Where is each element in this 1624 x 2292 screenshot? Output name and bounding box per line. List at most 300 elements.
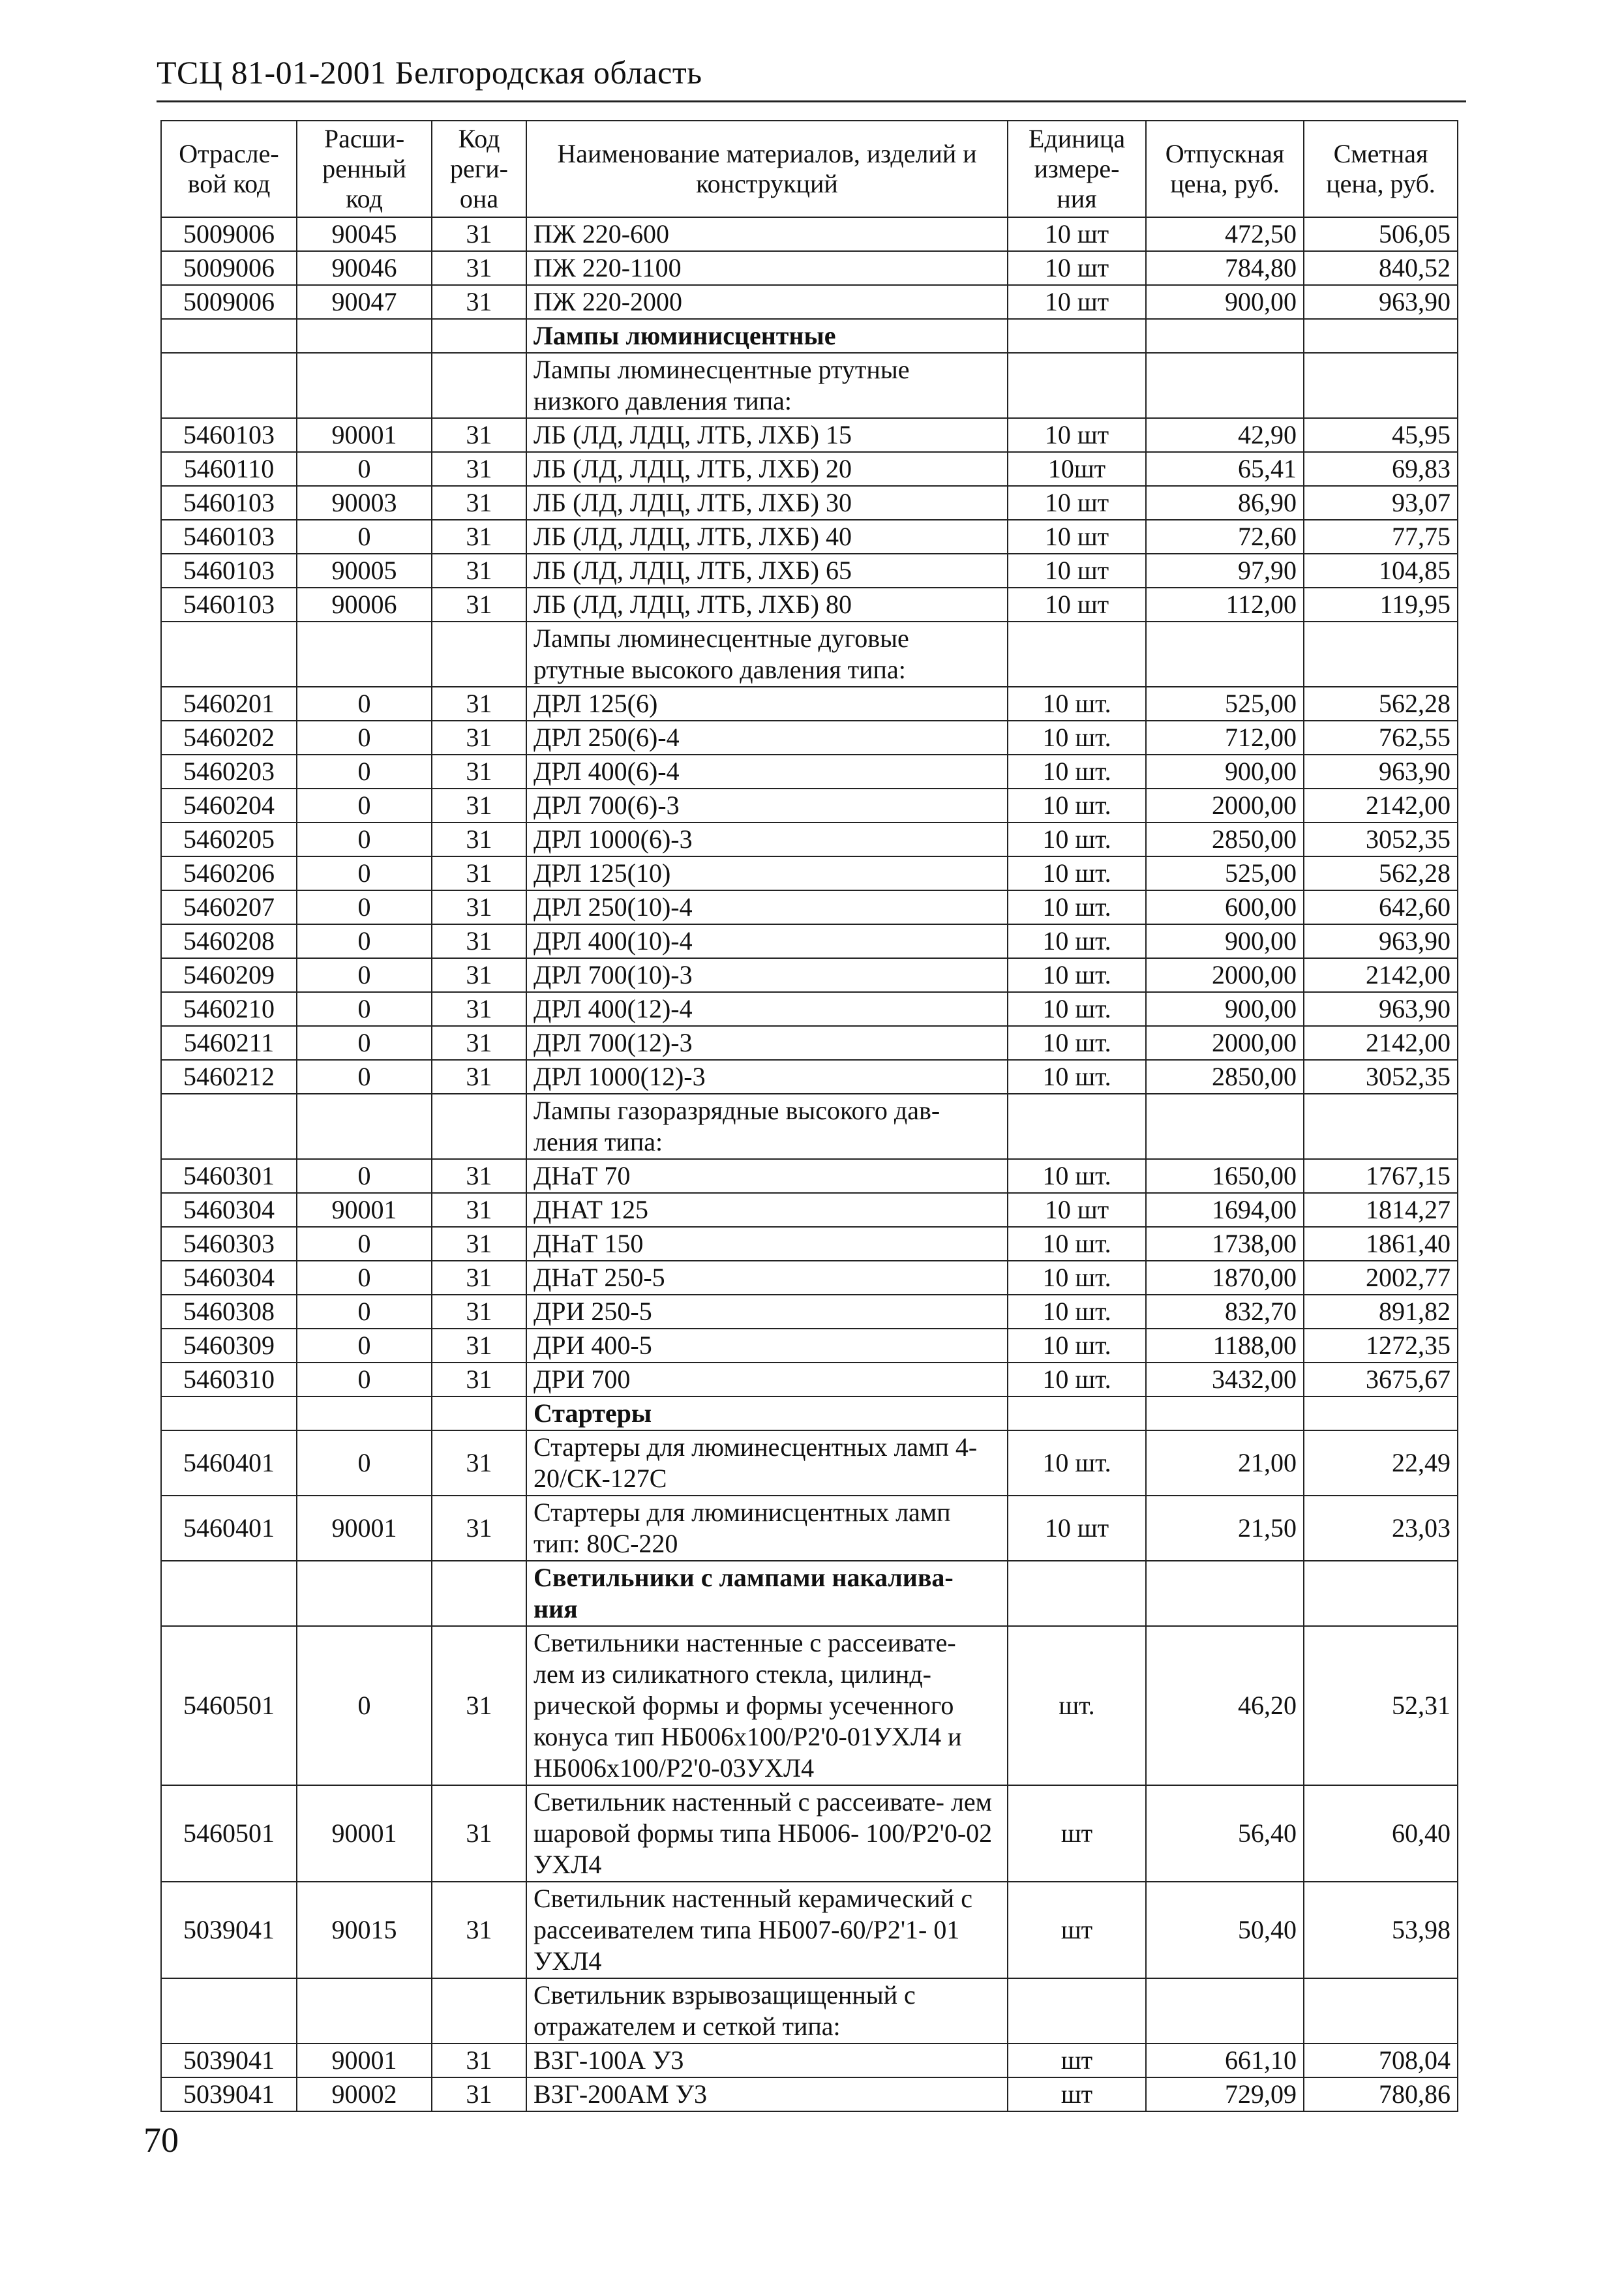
region-code-cell: 31	[432, 856, 526, 890]
region-code-cell: 31	[432, 687, 526, 721]
branch-code-cell: 5460303	[161, 1227, 297, 1261]
region-code-cell: 31	[432, 1060, 526, 1094]
name-cell: Стартеры для люминисцентных ламп тип: 80С-220	[526, 1496, 1008, 1561]
name-cell: ДРЛ 1000(12)-3	[526, 1060, 1008, 1094]
release-price-cell	[1146, 622, 1304, 687]
estimate-price-cell: 2142,00	[1304, 789, 1458, 822]
unit-cell: 10 шт.	[1008, 822, 1146, 856]
branch-code-cell: 5039041	[161, 2043, 297, 2077]
table-row	[161, 924, 1458, 958]
region-code-cell: 31	[432, 2077, 526, 2111]
branch-code-cell: 5460103	[161, 418, 297, 452]
table-row	[161, 856, 1458, 890]
region-code-cell: 31	[432, 2043, 526, 2077]
extended-code-cell: 0	[297, 1329, 432, 1363]
region-code-cell	[432, 353, 526, 418]
region-code-cell: 31	[432, 755, 526, 789]
release-price-cell: 472,50	[1146, 217, 1304, 251]
branch-code-cell: 5460103	[161, 588, 297, 622]
branch-code-cell: 5460202	[161, 721, 297, 755]
extended-code-cell: 90001	[297, 2043, 432, 2077]
extended-code-cell: 0	[297, 1295, 432, 1329]
table-body	[161, 217, 1458, 2111]
name-cell: Лампы газоразрядные высокого дав- ления типа:	[526, 1094, 1008, 1159]
name-cell: ДНаТ 70	[526, 1159, 1008, 1193]
branch-code-cell: 5460301	[161, 1159, 297, 1193]
release-price-cell: 832,70	[1146, 1295, 1304, 1329]
extended-code-cell	[297, 1978, 432, 2043]
region-code-cell: 31	[432, 1626, 526, 1785]
name-cell: ДРИ 400-5	[526, 1329, 1008, 1363]
release-price-cell	[1146, 1561, 1304, 1626]
unit-cell: 10шт	[1008, 452, 1146, 486]
table-row	[161, 687, 1458, 721]
table-row	[161, 1261, 1458, 1295]
unit-cell: 10 шт.	[1008, 755, 1146, 789]
unit-cell: 10 шт.	[1008, 1159, 1146, 1193]
name-cell: ПЖ 220-1100	[526, 251, 1008, 285]
estimate-price-cell	[1304, 1094, 1458, 1159]
branch-code-cell: 5009006	[161, 217, 297, 251]
branch-code-cell: 5460501	[161, 1785, 297, 1882]
estimate-price-cell: 77,75	[1304, 520, 1458, 554]
table-row	[161, 822, 1458, 856]
name-cell: ДРЛ 700(12)-3	[526, 1026, 1008, 1060]
unit-cell: шт.	[1008, 1626, 1146, 1785]
branch-code-cell: 5460103	[161, 520, 297, 554]
unit-cell: 10 шт	[1008, 1496, 1146, 1561]
table-row	[161, 1978, 1458, 2043]
release-price-cell: 2000,00	[1146, 1026, 1304, 1060]
name-cell: ДРЛ 700(10)-3	[526, 958, 1008, 992]
unit-cell: 10 шт	[1008, 520, 1146, 554]
name-cell: ДНаТ 150	[526, 1227, 1008, 1261]
extended-code-cell: 90002	[297, 2077, 432, 2111]
branch-code-cell	[161, 353, 297, 418]
extended-code-cell: 90045	[297, 217, 432, 251]
release-price-cell: 900,00	[1146, 924, 1304, 958]
unit-cell: 10 шт.	[1008, 1026, 1146, 1060]
col-header-branch-code: Отрасле- вой код	[161, 121, 297, 217]
table-row	[161, 2043, 1458, 2077]
extended-code-cell: 90005	[297, 554, 432, 588]
name-cell: ДНаТ 250-5	[526, 1261, 1008, 1295]
extended-code-cell: 0	[297, 1060, 432, 1094]
branch-code-cell: 5460207	[161, 890, 297, 924]
region-code-cell: 31	[432, 285, 526, 319]
extended-code-cell	[297, 1396, 432, 1430]
extended-code-cell: 90006	[297, 588, 432, 622]
region-code-cell: 31	[432, 486, 526, 520]
estimate-price-cell: 104,85	[1304, 554, 1458, 588]
table-row	[161, 721, 1458, 755]
extended-code-cell: 0	[297, 1430, 432, 1496]
extended-code-cell: 90047	[297, 285, 432, 319]
name-cell: ДРЛ 1000(6)-3	[526, 822, 1008, 856]
branch-code-cell: 5009006	[161, 285, 297, 319]
name-cell: ЛБ (ЛД, ЛДЦ, ЛТБ, ЛХБ) 80	[526, 588, 1008, 622]
estimate-price-cell: 506,05	[1304, 217, 1458, 251]
unit-cell	[1008, 319, 1146, 353]
release-price-cell: 729,09	[1146, 2077, 1304, 2111]
release-price-cell: 1694,00	[1146, 1193, 1304, 1227]
estimate-price-cell: 963,90	[1304, 992, 1458, 1026]
release-price-cell: 86,90	[1146, 486, 1304, 520]
unit-cell: 10 шт.	[1008, 721, 1146, 755]
unit-cell: 10 шт.	[1008, 1329, 1146, 1363]
table-row	[161, 486, 1458, 520]
unit-cell: 10 шт	[1008, 486, 1146, 520]
unit-cell: 10 шт.	[1008, 1227, 1146, 1261]
region-code-cell: 31	[432, 1430, 526, 1496]
release-price-cell: 1870,00	[1146, 1261, 1304, 1295]
region-code-cell: 31	[432, 1295, 526, 1329]
unit-cell: 10 шт.	[1008, 958, 1146, 992]
estimate-price-cell: 1861,40	[1304, 1227, 1458, 1261]
branch-code-cell: 5460103	[161, 554, 297, 588]
release-price-cell	[1146, 1094, 1304, 1159]
extended-code-cell: 0	[297, 789, 432, 822]
branch-code-cell: 5460203	[161, 755, 297, 789]
table-row	[161, 285, 1458, 319]
release-price-cell: 21,50	[1146, 1496, 1304, 1561]
release-price-cell: 2850,00	[1146, 822, 1304, 856]
release-price-cell	[1146, 319, 1304, 353]
estimate-price-cell	[1304, 622, 1458, 687]
branch-code-cell: 5460208	[161, 924, 297, 958]
region-code-cell	[432, 1561, 526, 1626]
estimate-price-cell: 60,40	[1304, 1785, 1458, 1882]
estimate-price-cell: 963,90	[1304, 755, 1458, 789]
name-cell: ВЗГ-100А У3	[526, 2043, 1008, 2077]
table-row	[161, 520, 1458, 554]
unit-cell: 10 шт.	[1008, 789, 1146, 822]
unit-cell: шт	[1008, 2077, 1146, 2111]
extended-code-cell	[297, 1094, 432, 1159]
table-row	[161, 1159, 1458, 1193]
release-price-cell	[1146, 1978, 1304, 2043]
name-cell: ДРЛ 700(6)-3	[526, 789, 1008, 822]
table-row	[161, 2077, 1458, 2111]
branch-code-cell: 5460201	[161, 687, 297, 721]
release-price-cell: 2850,00	[1146, 1060, 1304, 1094]
table-row	[161, 1094, 1458, 1159]
extended-code-cell: 90001	[297, 1785, 432, 1882]
region-code-cell: 31	[432, 1363, 526, 1396]
branch-code-cell: 5039041	[161, 1882, 297, 1978]
estimate-price-cell: 69,83	[1304, 452, 1458, 486]
release-price-cell: 21,00	[1146, 1430, 1304, 1496]
col-header-name: Наименование материалов, изделий и конструкций	[526, 121, 1008, 217]
branch-code-cell	[161, 1094, 297, 1159]
name-cell: Светильник настенный керамический с рассеивателем типа НБ007-60/Р2'1- 01 УХЛ4	[526, 1882, 1008, 1978]
estimate-price-cell: 2142,00	[1304, 1026, 1458, 1060]
branch-code-cell	[161, 622, 297, 687]
estimate-price-cell: 3675,67	[1304, 1363, 1458, 1396]
region-code-cell: 31	[432, 520, 526, 554]
name-cell: ЛБ (ЛД, ЛДЦ, ЛТБ, ЛХБ) 20	[526, 452, 1008, 486]
col-header-unit: Единица измере- ния	[1008, 121, 1146, 217]
unit-cell: 10 шт	[1008, 418, 1146, 452]
release-price-cell: 72,60	[1146, 520, 1304, 554]
release-price-cell: 112,00	[1146, 588, 1304, 622]
release-price-cell: 65,41	[1146, 452, 1304, 486]
release-price-cell: 661,10	[1146, 2043, 1304, 2077]
extended-code-cell	[297, 319, 432, 353]
name-cell: Стартеры для люминесцентных ламп 4-20/СК-127С	[526, 1430, 1008, 1496]
unit-cell: 10 шт.	[1008, 890, 1146, 924]
branch-code-cell: 5460310	[161, 1363, 297, 1396]
release-price-cell	[1146, 353, 1304, 418]
table-row	[161, 217, 1458, 251]
release-price-cell: 2000,00	[1146, 958, 1304, 992]
extended-code-cell: 90001	[297, 1496, 432, 1561]
branch-code-cell: 5460204	[161, 789, 297, 822]
region-code-cell: 31	[432, 1261, 526, 1295]
name-cell: ДРЛ 125(10)	[526, 856, 1008, 890]
unit-cell	[1008, 1561, 1146, 1626]
extended-code-cell: 0	[297, 958, 432, 992]
release-price-cell: 900,00	[1146, 755, 1304, 789]
table-row	[161, 319, 1458, 353]
table-row	[161, 958, 1458, 992]
extended-code-cell: 0	[297, 1227, 432, 1261]
branch-code-cell: 5460206	[161, 856, 297, 890]
branch-code-cell: 5009006	[161, 251, 297, 285]
name-cell: Лампы люминесцентные дуговые ртутные высокого давления типа:	[526, 622, 1008, 687]
region-code-cell: 31	[432, 1159, 526, 1193]
unit-cell: 10 шт	[1008, 1193, 1146, 1227]
branch-code-cell: 5460209	[161, 958, 297, 992]
unit-cell: 10 шт.	[1008, 687, 1146, 721]
release-price-cell: 525,00	[1146, 856, 1304, 890]
release-price-cell: 900,00	[1146, 992, 1304, 1026]
unit-cell	[1008, 1978, 1146, 2043]
branch-code-cell: 5460401	[161, 1496, 297, 1561]
region-code-cell: 31	[432, 890, 526, 924]
price-table-container	[160, 120, 1457, 2112]
extended-code-cell	[297, 622, 432, 687]
table-row	[161, 452, 1458, 486]
region-code-cell: 31	[432, 217, 526, 251]
name-cell: ЛБ (ЛД, ЛДЦ, ЛТБ, ЛХБ) 40	[526, 520, 1008, 554]
region-code-cell: 31	[432, 924, 526, 958]
unit-cell	[1008, 1094, 1146, 1159]
region-code-cell	[432, 622, 526, 687]
estimate-price-cell	[1304, 1978, 1458, 2043]
unit-cell: 10 шт.	[1008, 856, 1146, 890]
unit-cell: 10 шт.	[1008, 1060, 1146, 1094]
estimate-price-cell: 22,49	[1304, 1430, 1458, 1496]
release-price-cell: 3432,00	[1146, 1363, 1304, 1396]
page-number: 70	[143, 2120, 179, 2160]
name-cell: ДНАТ 125	[526, 1193, 1008, 1227]
extended-code-cell: 0	[297, 1363, 432, 1396]
table-row	[161, 622, 1458, 687]
estimate-price-cell: 562,28	[1304, 687, 1458, 721]
estimate-price-cell: 2142,00	[1304, 958, 1458, 992]
name-cell: ДРЛ 400(6)-4	[526, 755, 1008, 789]
branch-code-cell	[161, 319, 297, 353]
table-row	[161, 1396, 1458, 1430]
branch-code-cell: 5460211	[161, 1026, 297, 1060]
region-code-cell: 31	[432, 1785, 526, 1882]
branch-code-cell: 5460210	[161, 992, 297, 1026]
extended-code-cell: 90001	[297, 418, 432, 452]
extended-code-cell: 0	[297, 856, 432, 890]
branch-code-cell	[161, 1396, 297, 1430]
table-row	[161, 1882, 1458, 1978]
name-cell: ДРЛ 250(6)-4	[526, 721, 1008, 755]
extended-code-cell: 0	[297, 992, 432, 1026]
unit-cell: 10 шт.	[1008, 992, 1146, 1026]
unit-cell: 10 шт.	[1008, 1295, 1146, 1329]
col-header-region-code: Код реги- она	[432, 121, 526, 217]
estimate-price-cell: 93,07	[1304, 486, 1458, 520]
branch-code-cell: 5460110	[161, 452, 297, 486]
release-price-cell: 1738,00	[1146, 1227, 1304, 1261]
table-row	[161, 1561, 1458, 1626]
estimate-price-cell	[1304, 1561, 1458, 1626]
table-row	[161, 1363, 1458, 1396]
name-cell: ПЖ 220-2000	[526, 285, 1008, 319]
unit-cell: 10 шт.	[1008, 1363, 1146, 1396]
table-row	[161, 1785, 1458, 1882]
region-code-cell: 31	[432, 1026, 526, 1060]
name-cell: Светильники с лампами накалива- ния	[526, 1561, 1008, 1626]
estimate-price-cell: 3052,35	[1304, 1060, 1458, 1094]
branch-code-cell: 5460308	[161, 1295, 297, 1329]
name-cell: ДРЛ 125(6)	[526, 687, 1008, 721]
branch-code-cell	[161, 1978, 297, 2043]
col-header-release-price: Отпускная цена, руб.	[1146, 121, 1304, 217]
extended-code-cell: 0	[297, 520, 432, 554]
name-cell: Лампы люминисцентные	[526, 319, 1008, 353]
name-cell: ДРЛ 250(10)-4	[526, 890, 1008, 924]
table-row	[161, 418, 1458, 452]
estimate-price-cell: 642,60	[1304, 890, 1458, 924]
estimate-price-cell: 119,95	[1304, 588, 1458, 622]
unit-cell: 10 шт.	[1008, 924, 1146, 958]
unit-cell: шт	[1008, 2043, 1146, 2077]
extended-code-cell: 0	[297, 452, 432, 486]
extended-code-cell: 90015	[297, 1882, 432, 1978]
extended-code-cell: 0	[297, 924, 432, 958]
estimate-price-cell: 891,82	[1304, 1295, 1458, 1329]
name-cell: ПЖ 220-600	[526, 217, 1008, 251]
branch-code-cell: 5460309	[161, 1329, 297, 1363]
extended-code-cell: 0	[297, 1026, 432, 1060]
name-cell: Лампы люминесцентные ртутные низкого давления типа:	[526, 353, 1008, 418]
unit-cell: 10 шт	[1008, 285, 1146, 319]
estimate-price-cell: 52,31	[1304, 1626, 1458, 1785]
table-header-row	[161, 121, 1458, 217]
unit-cell: 10 шт	[1008, 554, 1146, 588]
release-price-cell: 712,00	[1146, 721, 1304, 755]
unit-cell: 10 шт	[1008, 251, 1146, 285]
region-code-cell	[432, 319, 526, 353]
release-price-cell: 1188,00	[1146, 1329, 1304, 1363]
estimate-price-cell: 53,98	[1304, 1882, 1458, 1978]
extended-code-cell	[297, 353, 432, 418]
release-price-cell: 1650,00	[1146, 1159, 1304, 1193]
region-code-cell: 31	[432, 992, 526, 1026]
unit-cell: шт	[1008, 1785, 1146, 1882]
name-cell: ВЗГ-200АМ У3	[526, 2077, 1008, 2111]
name-cell: Светильник настенный с рассеивате- лем шаровой формы типа НБ006- 100/Р2'0-02 УХЛ4	[526, 1785, 1008, 1882]
release-price-cell: 50,40	[1146, 1882, 1304, 1978]
col-header-extended-code: Расши- ренный код	[297, 121, 432, 217]
unit-cell: 10 шт	[1008, 217, 1146, 251]
table-row	[161, 1060, 1458, 1094]
estimate-price-cell: 963,90	[1304, 285, 1458, 319]
table-row	[161, 992, 1458, 1026]
name-cell: ДРИ 700	[526, 1363, 1008, 1396]
estimate-price-cell: 762,55	[1304, 721, 1458, 755]
release-price-cell: 600,00	[1146, 890, 1304, 924]
name-cell: ЛБ (ЛД, ЛДЦ, ЛТБ, ЛХБ) 65	[526, 554, 1008, 588]
estimate-price-cell: 963,90	[1304, 924, 1458, 958]
unit-cell: 10 шт.	[1008, 1261, 1146, 1295]
table-row	[161, 1329, 1458, 1363]
table-row	[161, 1227, 1458, 1261]
unit-cell: шт	[1008, 1882, 1146, 1978]
branch-code-cell: 5460304	[161, 1261, 297, 1295]
page-header: ТСЦ 81-01-2001 Белгородская область	[157, 54, 702, 91]
table-row	[161, 1626, 1458, 1785]
region-code-cell: 31	[432, 1193, 526, 1227]
table-row	[161, 1295, 1458, 1329]
table-row	[161, 755, 1458, 789]
name-cell: Светильник взрывозащищенный с отражателем и сеткой типа:	[526, 1978, 1008, 2043]
release-price-cell: 784,80	[1146, 251, 1304, 285]
estimate-price-cell: 1272,35	[1304, 1329, 1458, 1363]
estimate-price-cell: 780,86	[1304, 2077, 1458, 2111]
estimate-price-cell: 1767,15	[1304, 1159, 1458, 1193]
estimate-price-cell: 45,95	[1304, 418, 1458, 452]
estimate-price-cell	[1304, 319, 1458, 353]
header-rule	[157, 100, 1466, 102]
extended-code-cell: 0	[297, 721, 432, 755]
table-row	[161, 251, 1458, 285]
table-row	[161, 588, 1458, 622]
extended-code-cell: 0	[297, 1261, 432, 1295]
table-row	[161, 890, 1458, 924]
unit-cell	[1008, 622, 1146, 687]
region-code-cell: 31	[432, 789, 526, 822]
unit-cell: 10 шт.	[1008, 1430, 1146, 1496]
release-price-cell	[1146, 1396, 1304, 1430]
region-code-cell: 31	[432, 721, 526, 755]
extended-code-cell: 0	[297, 1159, 432, 1193]
branch-code-cell: 5460205	[161, 822, 297, 856]
name-cell: Светильники настенные с рассеивате- лем из силикатного стекла, цилинд- рической формы и формы усеченного конуса тип НБ006х100/Р2'0-01УХЛ4 и НБ006х100/Р2'0-03УХЛ4	[526, 1626, 1008, 1785]
estimate-price-cell	[1304, 1396, 1458, 1430]
extended-code-cell: 0	[297, 755, 432, 789]
extended-code-cell: 90001	[297, 1193, 432, 1227]
region-code-cell: 31	[432, 1227, 526, 1261]
extended-code-cell: 0	[297, 822, 432, 856]
name-cell: ДРЛ 400(12)-4	[526, 992, 1008, 1026]
estimate-price-cell: 1814,27	[1304, 1193, 1458, 1227]
region-code-cell: 31	[432, 588, 526, 622]
release-price-cell: 46,20	[1146, 1626, 1304, 1785]
estimate-price-cell: 3052,35	[1304, 822, 1458, 856]
region-code-cell: 31	[432, 1496, 526, 1561]
region-code-cell: 31	[432, 1882, 526, 1978]
region-code-cell: 31	[432, 822, 526, 856]
region-code-cell	[432, 1978, 526, 2043]
